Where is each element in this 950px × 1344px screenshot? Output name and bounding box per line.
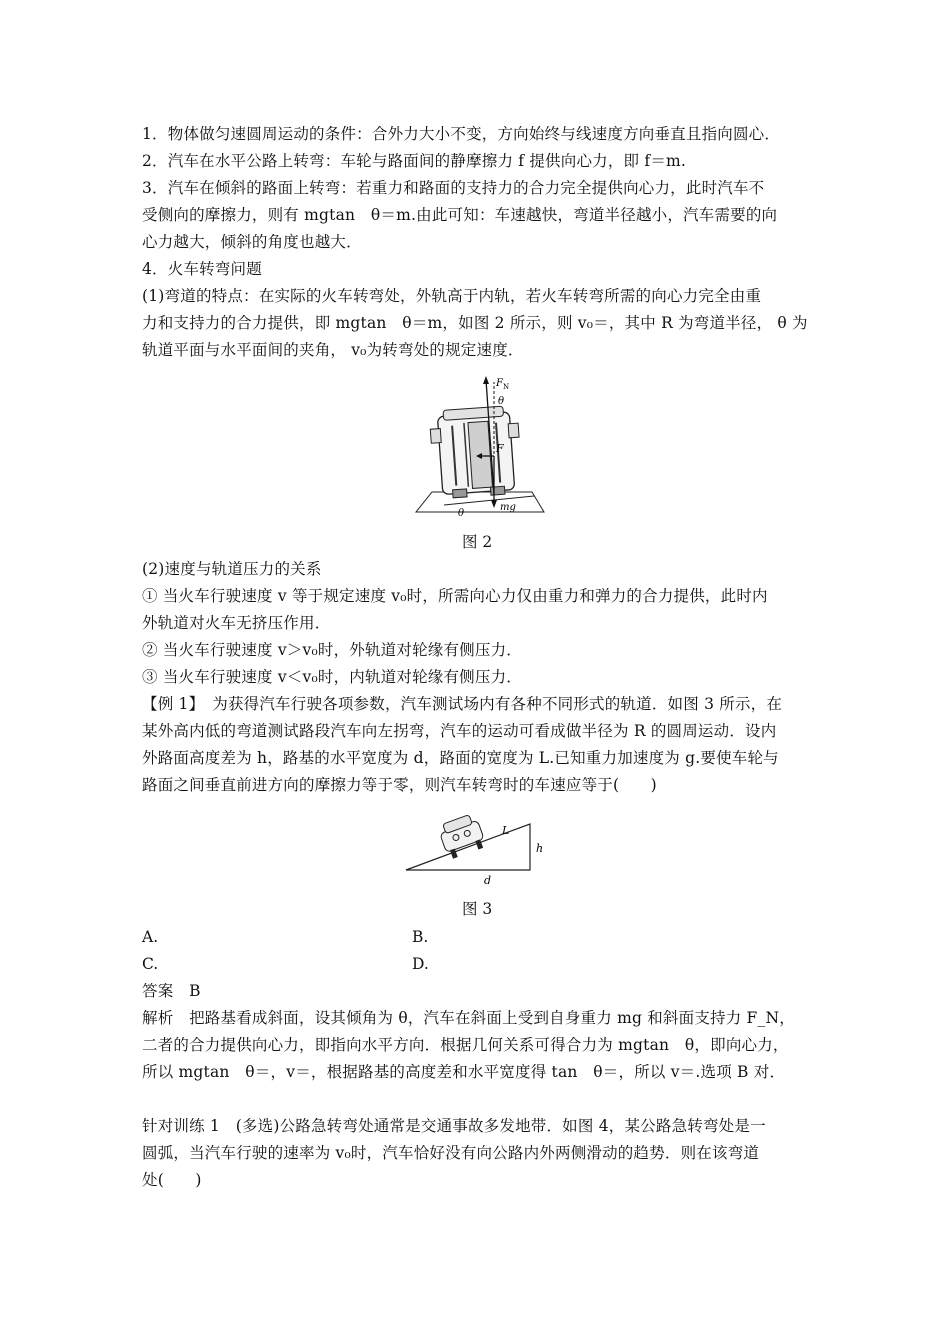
label-mg: mg	[500, 502, 516, 513]
text-line: ① 当火车行驶速度 v 等于规定速度 v₀时，所需向心力仅由重力和弹力的合力提供，此时内	[142, 587, 768, 605]
answer-line: 答案 B	[142, 982, 201, 1000]
option-d: D.	[412, 955, 429, 973]
label-fn: F	[496, 378, 503, 389]
figure-3-caption: 图 3	[462, 900, 493, 918]
exercise-line: 针对训练 1 (多选)公路急转弯处通常是交通事故多发地带．如图 4，某公路急转弯处是一	[142, 1117, 766, 1135]
text-line: (2)速度与轨道压力的关系	[142, 560, 322, 578]
text-line: 外路面高度差为 h，路基的水平宽度为 d，路面的宽度为 L.已知重力加速度为 g.要使车轮与	[142, 749, 779, 767]
text-line: 受侧向的摩擦力，则有 mgtan θ＝m.由此可知：车速越快，弯道半径越小，汽车需要的向	[142, 206, 778, 224]
text-line: 2．汽车在水平公路上转弯：车轮与路面间的静摩擦力 f 提供向心力，即 f＝m.	[142, 152, 687, 170]
text-line: ③ 当火车行驶速度 v＜v₀时，内轨道对轮缘有侧压力．	[142, 668, 522, 686]
label-theta-top: θ	[498, 396, 505, 407]
analysis-line: 所以 mgtan θ＝，v＝，根据路基的高度差和水平宽度得 tan θ＝，所以 v＝.选项 B 对．	[142, 1063, 786, 1081]
analysis-line: 解析 把路基看成斜面，设其倾角为 θ，汽车在斜面上受到自身重力 mg 和斜面支持力 F_N，	[142, 1009, 795, 1027]
exercise-line: 圆弧，当汽车行驶的速率为 v₀时，汽车恰好没有向公路内外两侧滑动的趋势．则在该弯道	[142, 1144, 760, 1162]
text-line: 力和支持力的合力提供，即 mgtan θ＝m，如图 2 所示，则 v₀＝，其中 R 为弯道半径， θ 为	[142, 314, 808, 332]
text-line: 心力越大，倾斜的角度也越大．	[142, 233, 362, 251]
label-theta-bottom: θ	[458, 508, 465, 519]
label-h: h	[536, 842, 544, 855]
label-l: L	[502, 824, 510, 837]
text-line: 3．汽车在倾斜的路面上转弯：若重力和路面的支持力的合力完全提供向心力，此时汽车不	[142, 179, 765, 197]
option-c: C.	[142, 955, 159, 973]
text-line: 某外高内低的弯道测试路段汽车向左拐弯，汽车的运动可看成做半径为 R 的圆周运动．设内	[142, 722, 777, 740]
analysis-line: 二者的合力提供向心力，即指向水平方向．根据几何关系可得合力为 mgtan θ，即向心力，	[142, 1036, 789, 1054]
text-line: (1)弯道的特点：在实际的火车转弯处，外轨高于内轨，若火车转弯所需的向心力完全由重	[142, 287, 762, 305]
text-line: ② 当火车行驶速度 v＞v₀时，外轨道对轮缘有侧压力．	[142, 641, 522, 659]
text-line: 1．物体做匀速圆周运动的条件：合外力大小不变，方向始终与线速度方向垂直且指向圆心．	[142, 125, 781, 143]
option-b: B.	[412, 928, 429, 946]
text-line: 路面之间垂直前进方向的摩擦力等于零，则汽车转弯时的车速应等于( )	[142, 776, 657, 794]
text-line: 轨道平面与水平面间的夹角， v₀为转弯处的规定速度．	[142, 341, 524, 359]
text-line: 外轨道对火车无挤压作用．	[142, 614, 331, 632]
figure-3-incline-diagram	[402, 812, 552, 888]
example-heading-line: 【例 1】 为获得汽车行驶各项参数，汽车测试场内有各种不同形式的轨道．如图 3 所示，在	[142, 695, 783, 713]
exercise-line: 处( )	[142, 1171, 202, 1189]
text-line: 4．火车转弯问题	[142, 260, 262, 278]
label-f: F	[496, 442, 504, 455]
label-d: d	[484, 874, 492, 887]
option-a: A.	[142, 928, 159, 946]
figure-2-train-diagram	[410, 372, 550, 520]
figure-2-caption: 图 2	[462, 533, 493, 551]
label-fn-sub: N	[503, 383, 510, 391]
